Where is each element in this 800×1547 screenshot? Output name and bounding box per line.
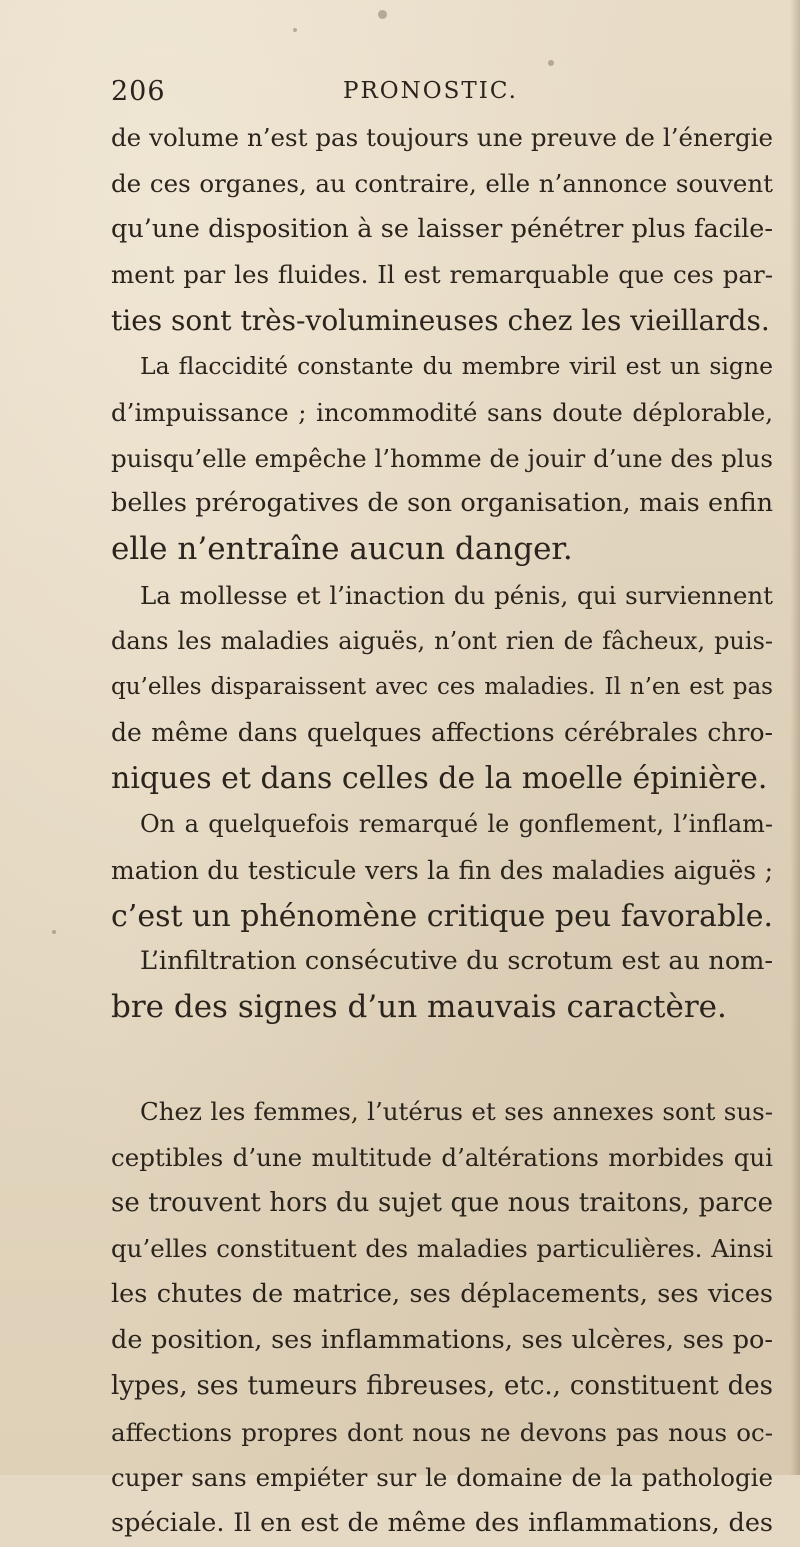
paper-speck bbox=[548, 60, 554, 66]
text-line: bre des signes d’un mauvais caractère. bbox=[111, 989, 727, 1026]
text-line: L’infiltration consécutive du scrotum est au nom- bbox=[140, 946, 773, 977]
text-line: lypes, ses tumeurs fibreuses, etc., constituent des bbox=[111, 1370, 773, 1401]
paper-speck bbox=[378, 10, 387, 19]
text-line: d’impuissance ; incommodité sans doute déplorable, bbox=[111, 397, 773, 427]
text-line: de même dans quelques affections cérébrales chro- bbox=[111, 718, 773, 748]
text-line: dans les maladies aiguës, n’ont rien de fâcheux, puis- bbox=[111, 626, 773, 655]
page-edge-shadow bbox=[790, 0, 800, 1475]
text-line: La mollesse et l’inaction du pénis, qui surviennent bbox=[140, 580, 773, 610]
text-line: On a quelquefois remarqué le gonflement, l’inflam- bbox=[140, 809, 773, 838]
text-line: elle n’entraîne aucun danger. bbox=[111, 531, 573, 568]
text-line: de position, ses inflammations, ses ulcères, ses po- bbox=[111, 1324, 773, 1355]
running-title: PRONOSTIC. bbox=[343, 78, 518, 104]
text-line: qu’elles disparaissent avec ces maladies. Il n’en est pas bbox=[111, 673, 773, 700]
page-header bbox=[111, 76, 671, 116]
text-line: mation du testicule vers la fin des maladies aiguës ; bbox=[111, 855, 773, 885]
text-line: niques et dans celles de la moelle épinière. bbox=[111, 761, 768, 797]
text-line: qu’elles constituent des maladies particulières. Ainsi bbox=[111, 1234, 773, 1264]
text-line: qu’une disposition à se laisser pénétrer plus facile- bbox=[111, 213, 773, 244]
paper-speck bbox=[293, 28, 297, 32]
text-line: de volume n’est pas toujours une preuve de l’énergie bbox=[111, 123, 773, 152]
text-line: La flaccidité constante du membre viril est un signe bbox=[140, 351, 773, 380]
text-line: ment par les fluides. Il est remarquable que ces par- bbox=[111, 260, 773, 290]
text-line: c’est un phénomène critique peu favorable. bbox=[111, 898, 774, 934]
text-line: spéciale. Il en est de même des inflammations, des bbox=[111, 1508, 773, 1539]
text-line: cuper sans empiéter sur le domaine de la pathologie bbox=[111, 1463, 773, 1493]
body-text bbox=[111, 115, 773, 1547]
text-line: les chutes de matrice, ses déplacements, ses vices bbox=[111, 1279, 773, 1310]
text-line: puisqu’elle empêche l’homme de jouir d’une des plus bbox=[111, 443, 773, 473]
text-line: se trouvent hors du sujet que nous traitons, parce bbox=[111, 1187, 773, 1218]
paragraph-gap bbox=[111, 1031, 773, 1089]
text-line: ceptibles d’une multitude d’altérations morbides qui bbox=[111, 1142, 773, 1172]
text-line: affections propres dont nous ne devons pas nous oc- bbox=[111, 1417, 773, 1447]
page-number: 206 bbox=[111, 76, 166, 107]
paper-speck bbox=[52, 930, 56, 934]
text-line: Chez les femmes, l’utérus et ses annexes sont sus- bbox=[140, 1096, 773, 1126]
text-line: belles prérogatives de son organisation, mais enfin bbox=[111, 488, 773, 519]
text-line: de ces organes, au contraire, elle n’annonce souvent bbox=[111, 168, 773, 198]
text-line: ties sont très-volumineuses chez les vieillards. bbox=[111, 304, 770, 338]
